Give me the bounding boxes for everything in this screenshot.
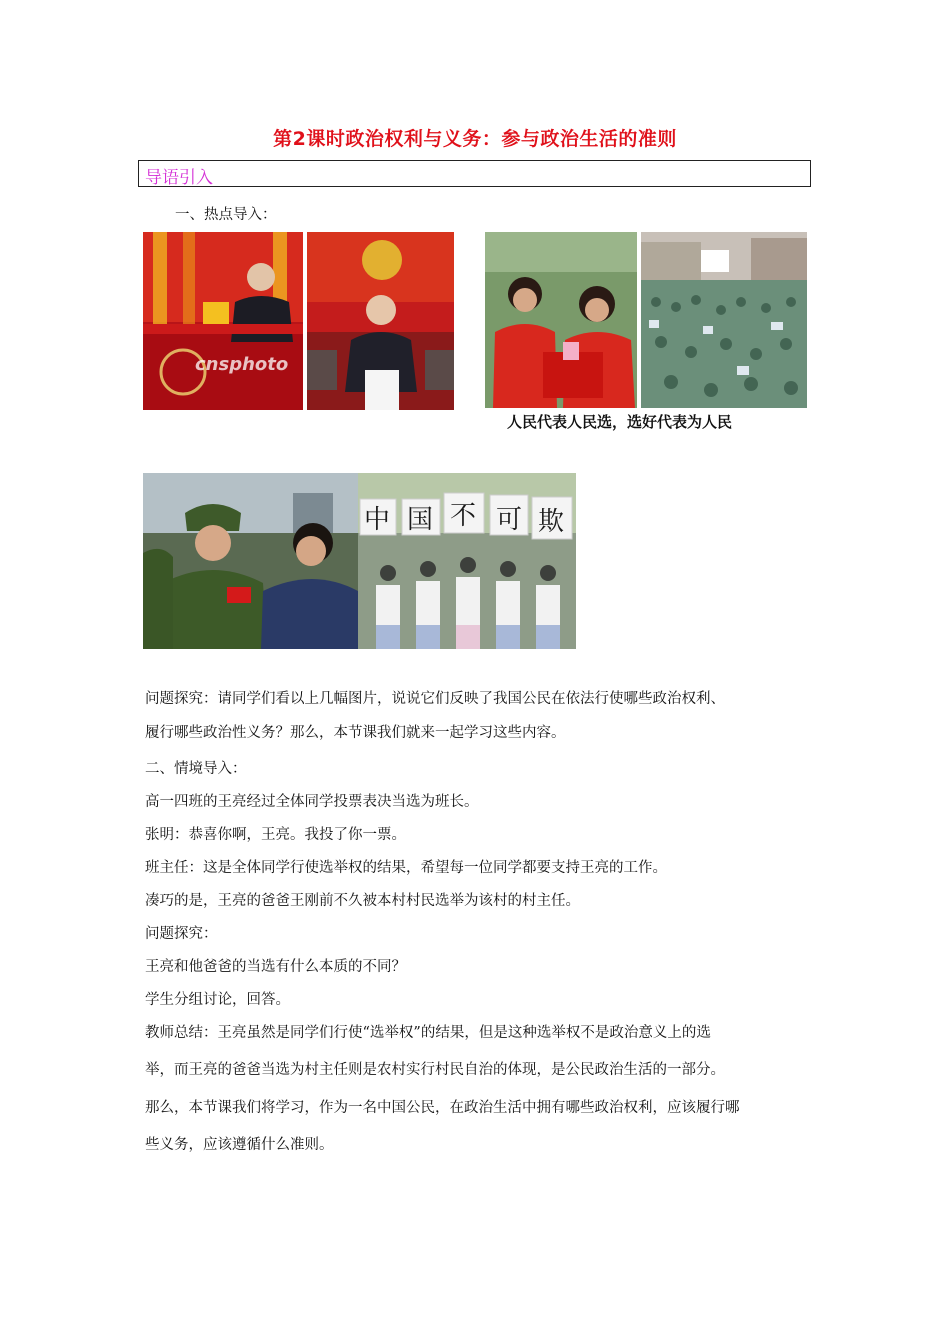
paragraph-line: 那么，本节课我们将学习，作为一名中国公民，在政治生活中拥有哪些政治权利，应该履行哪 (145, 1100, 740, 1116)
paragraph-line: 履行哪些政治性义务？那么，本节课我们就来一起学习这些内容。 (145, 725, 566, 741)
page-title: 第2课时政治权利与义务：参与政治生活的准则 (273, 128, 677, 150)
photo-congress-vote-2 (307, 232, 454, 410)
paragraph-line: 学生分组讨论，回答。 (145, 992, 290, 1008)
paragraph-line: 张明：恭喜你啊，王亮。我投了你一票。 (145, 827, 406, 843)
banner-char: 国 (407, 505, 434, 535)
paragraph-line: 二、情境导入： (145, 761, 247, 777)
photo-watermark: cnsphoto (195, 354, 289, 375)
photo-ballot-box (485, 232, 637, 408)
section-header-box (138, 160, 811, 187)
photo-crowd-rally (641, 232, 807, 408)
paragraph-line: 高一四班的王亮经过全体同学投票表决当选为班长。 (145, 794, 479, 810)
paragraph-line: 凑巧的是，王亮的爸爸王刚前不久被本村村民选举为该村的村主任。 (145, 893, 580, 909)
banner-char: 欺 (538, 507, 565, 537)
paragraph-line: 些义务，应该遵循什么准则。 (145, 1137, 334, 1153)
section-label: 导语引入 (145, 168, 213, 188)
paragraph-line: 问题探究：请同学们看以上几幅图片，说说它们反映了我国公民在依法行使哪些政治权利、 (145, 691, 725, 707)
paragraph-line: 教师总结：王亮虽然是同学们行使“选举权”的结果，但是这种选举权不是政治意义上的选 (145, 1025, 711, 1041)
paragraph-line: 王亮和他爸爸的当选有什么本质的不同？ (145, 959, 406, 975)
hot-intro-heading: 一、热点导入： (175, 207, 277, 223)
photo-protest-banners (358, 473, 576, 649)
banner-char: 不 (450, 501, 477, 531)
paragraph-line: 举，而王亮的爸爸当选为村主任则是农村实行村民自治的体现，是公民政治生活的一部分。 (145, 1062, 725, 1078)
photo-caption: 人民代表人民选，选好代表为人民 (507, 413, 733, 431)
banner-char: 中 (364, 505, 391, 535)
paragraph-line: 问题探究： (145, 926, 218, 942)
paragraph-line: 班主任：这是全体同学行使选举权的结果，希望每一位同学都要支持王亮的工作。 (145, 860, 667, 876)
photo-congress-vote-1 (143, 232, 303, 410)
photo-military-service (143, 473, 358, 649)
banner-char: 可 (496, 505, 523, 535)
